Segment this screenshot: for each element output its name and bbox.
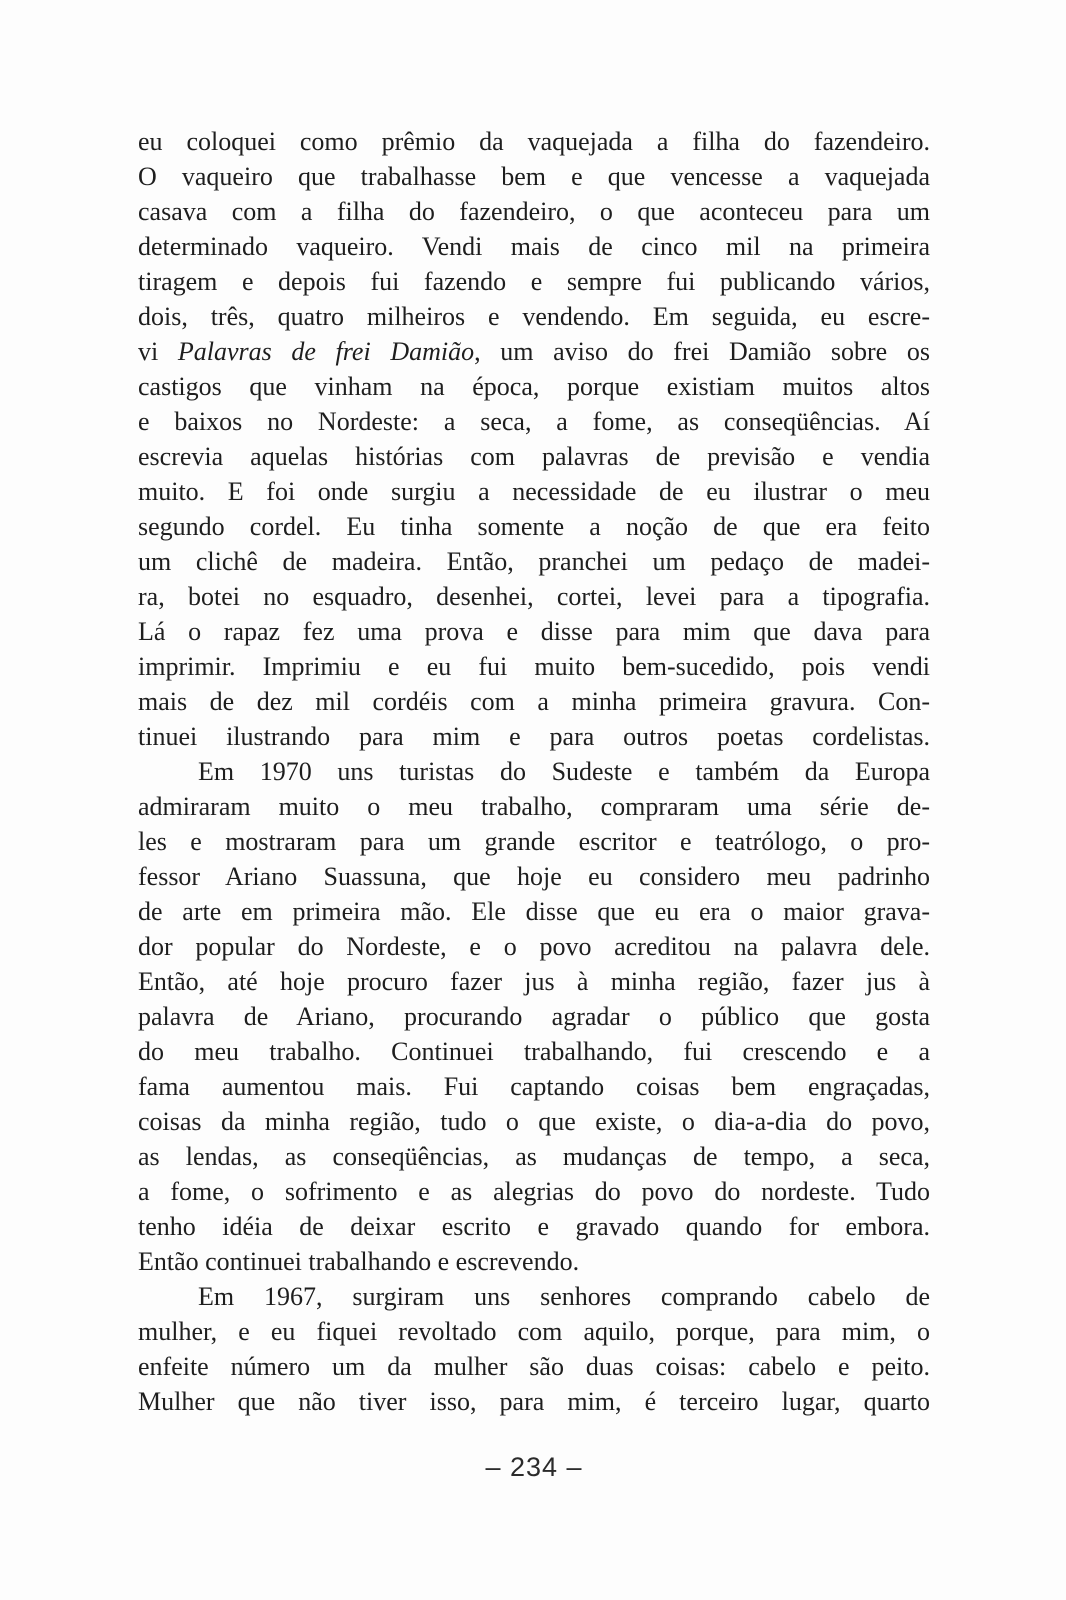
text-segment: determinado vaqueiro. Vendi mais de cinco mil na primeira — [138, 232, 930, 261]
text-segment: de arte em primeira mão. Ele disse que eu era o maior grava- — [138, 897, 930, 926]
text-line — [138, 194, 930, 229]
text-line — [138, 894, 930, 929]
text-line — [138, 649, 930, 684]
text-line — [138, 1244, 930, 1279]
text-segment: dor popular do Nordeste, e o povo acreditou na palavra dele. — [138, 932, 930, 961]
text-line — [138, 544, 930, 579]
text-line — [138, 789, 930, 824]
text-line — [138, 264, 930, 299]
text-segment: dois, três, quatro milheiros e vendendo. Em seguida, eu escre- — [138, 302, 930, 331]
text-line — [138, 614, 930, 649]
text-line — [138, 1174, 930, 1209]
text-line — [138, 299, 930, 334]
text-segment: les e mostraram para um grande escritor e teatrólogo, o pro- — [138, 827, 930, 856]
text-segment: segundo cordel. Eu tinha somente a noção de que era feito — [138, 512, 930, 541]
text-line — [138, 754, 930, 789]
text-line — [138, 159, 930, 194]
text-segment: O vaqueiro que trabalhasse bem e que vencesse a vaquejada — [138, 162, 930, 191]
text-line — [138, 999, 930, 1034]
text-segment: imprimir. Imprimiu e eu fui muito bem-sucedido, pois vendi — [138, 652, 930, 681]
book-title-italic: Palavras de frei Damião — [177, 337, 475, 366]
text-line — [138, 929, 930, 964]
text-segment: fama aumentou mais. Fui captando coisas bem engraçadas, — [138, 1072, 930, 1101]
text-line — [138, 684, 930, 719]
text-segment: mulher, e eu fiquei revoltado com aquilo, porque, para mim, o — [138, 1317, 930, 1346]
text-segment: casava com a filha do fazendeiro, o que aconteceu para um — [138, 197, 930, 226]
text-segment: um clichê de madeira. Então, pranchei um pedaço de madei- — [138, 547, 930, 576]
text-segment: fessor Ariano Suassuna, que hoje eu considero meu padrinho — [138, 862, 930, 891]
text-segment: tenho idéia de deixar escrito e gravado quando for embora. — [138, 1212, 930, 1241]
text-segment: admiraram muito o meu trabalho, compraram uma série de- — [138, 792, 930, 821]
text-line — [138, 859, 930, 894]
text-segment: tiragem e depois fui fazendo e sempre fui publicando vários, — [138, 267, 930, 296]
text-line — [138, 229, 930, 264]
text-line — [138, 1069, 930, 1104]
text-line — [138, 1104, 930, 1139]
text-segment: mais de dez mil cordéis com a minha primeira gravura. Con- — [138, 687, 930, 716]
text-segment: ra, botei no esquadro, desenhei, cortei, levei para a tipografia. — [138, 582, 930, 611]
text-segment: muito. E foi onde surgiu a necessidade de eu ilustrar o meu — [138, 477, 930, 506]
text-segment: castigos que vinham na época, porque existiam muitos altos — [138, 372, 930, 401]
text-segment: escrevia aquelas histórias com palavras de previsão e vendia — [138, 442, 930, 471]
text-segment: Em 1967, surgiram uns senhores comprando cabelo de — [198, 1282, 930, 1311]
text-line — [138, 404, 930, 439]
page-number: – 234 – — [485, 1452, 583, 1482]
text-line — [138, 1314, 930, 1349]
text-segment: as lendas, as conseqüências, as mudanças de tempo, a seca, — [138, 1142, 930, 1171]
text-segment: tinuei ilustrando para mim e para outros poetas cordelistas. — [138, 722, 930, 751]
text-line — [138, 1384, 930, 1419]
text-segment: coisas da minha região, tudo o que existe, o dia-a-dia do povo, — [138, 1107, 930, 1136]
text-segment: do meu trabalho. Continuei trabalhando, fui crescendo e a — [138, 1037, 930, 1066]
text-line — [138, 474, 930, 509]
text-segment: vi — [138, 337, 178, 366]
text-line — [138, 719, 930, 754]
text-segment: e baixos no Nordeste: a seca, a fome, as conseqüências. Aí — [138, 407, 930, 436]
text-segment: , um aviso do frei Damião sobre os — [474, 337, 930, 366]
text-line — [138, 824, 930, 859]
text-line — [138, 1349, 930, 1384]
text-line — [138, 1034, 930, 1069]
text-segment: Mulher que não tiver isso, para mim, é terceiro lugar, quarto — [138, 1387, 930, 1416]
page-text-block — [138, 124, 930, 1419]
text-segment: eu coloquei como prêmio da vaquejada a filha do fazendeiro. — [138, 127, 930, 156]
text-segment: Então, até hoje procuro fazer jus à minha região, fazer jus à — [138, 967, 930, 996]
text-line — [138, 579, 930, 614]
text-segment: Em 1970 uns turistas do Sudeste e também da Europa — [198, 757, 930, 786]
text-line — [138, 124, 930, 159]
text-line — [138, 1209, 930, 1244]
text-segment: palavra de Ariano, procurando agradar o público que gosta — [138, 1002, 930, 1031]
text-line — [138, 1279, 930, 1314]
text-line — [138, 509, 930, 544]
text-segment: enfeite número um da mulher são duas coisas: cabelo e peito. — [138, 1352, 930, 1381]
text-line — [138, 439, 930, 474]
text-line — [138, 964, 930, 999]
text-segment: Lá o rapaz fez uma prova e disse para mim que dava para — [138, 617, 930, 646]
text-segment: a fome, o sofrimento e as alegrias do povo do nordeste. Tudo — [138, 1177, 930, 1206]
text-line — [138, 334, 930, 369]
text-line — [138, 1139, 930, 1174]
text-segment: Então continuei trabalhando e escrevendo. — [138, 1247, 580, 1276]
text-line — [138, 369, 930, 404]
